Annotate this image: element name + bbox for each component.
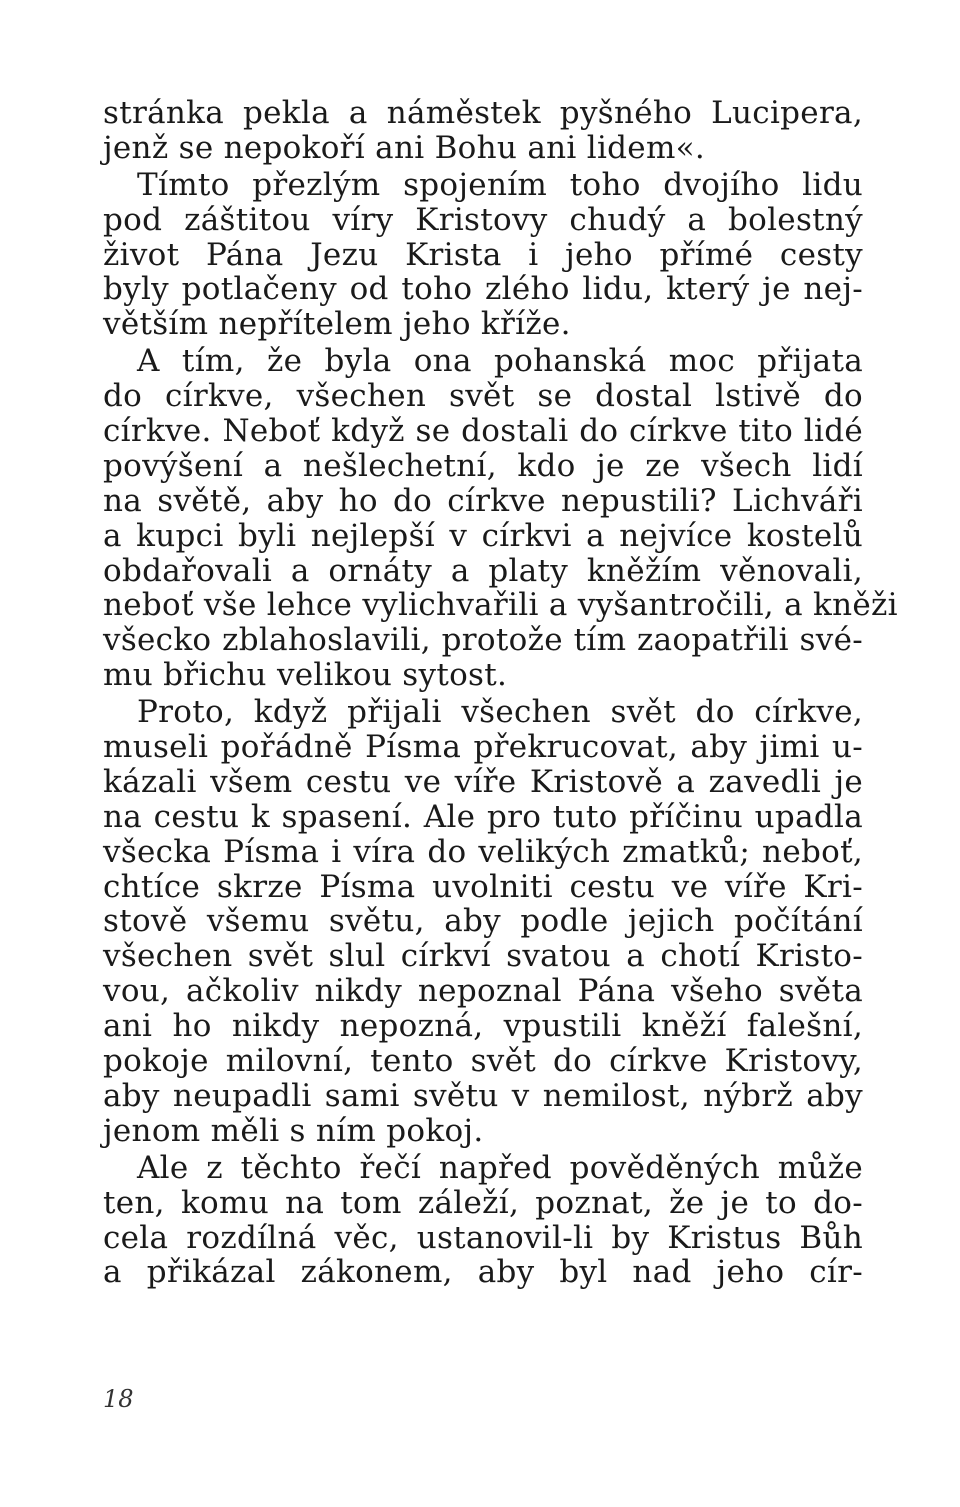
- text-line: pod záštitou víry Kristovy chudý a bolestný: [103, 201, 863, 238]
- text-line: do církve, všechen svět se dostal lstivě do: [103, 378, 863, 415]
- text-line: na cestu k spasení. Ale pro tuto příčinu upadla: [103, 798, 863, 835]
- text-line: vou, ačkoliv nikdy nepoznal Pána všeho světa: [103, 973, 863, 1010]
- text-line: církve. Neboť když se dostali do církve tito lidé: [103, 413, 863, 450]
- text-line: na světě, aby ho do církve nepustili? Lichváři: [103, 482, 863, 519]
- text-line: život Pána Jezu Krista i jeho přímé cesty: [103, 236, 863, 273]
- paragraph-1: [103, 96, 863, 166]
- text-line: Proto, když přijali všechen svět do církve,: [137, 694, 863, 731]
- text-line: stově všemu světu, aby podle jejich počítání: [103, 903, 863, 940]
- text-line: všechen svět slul církví svatou a chotí Kristo-: [103, 938, 863, 975]
- page-number: 18: [103, 1385, 134, 1413]
- text-line: byly potlačeny od toho zlého lidu, který je nej-: [103, 271, 863, 308]
- text-line: Tímto přezlým spojením toho dvojího lidu: [137, 166, 863, 203]
- text-line: ani ho nikdy nepozná, vpustili kněží falešní,: [103, 1008, 863, 1045]
- text-line: mu břichu velikou sytost.: [103, 657, 508, 694]
- paragraph-2: [103, 168, 863, 342]
- paragraph-3: [103, 343, 898, 694]
- text-line: chtíce skrze Písma uvolniti cestu ve víře Kri-: [103, 868, 863, 905]
- text-line: a kupci byli nejlepší v církvi a nejvíce kostelů: [103, 517, 863, 554]
- paragraph-4: [103, 695, 863, 1149]
- text-line: všecka Písma i víra do velikých zmatků; neboť,: [103, 833, 863, 870]
- text-line: větším nepřítelem jeho kříže.: [103, 306, 571, 343]
- paragraph-5: [103, 1151, 863, 1291]
- text-line: obdařovali a ornáty a platy kněžím věnovali,: [103, 552, 863, 589]
- text-line: jenž se nepokoří ani Bohu ani lidem«.: [103, 129, 706, 166]
- text-line: cela rozdílná věc, ustanovil-li by Kristus Bůh: [103, 1219, 863, 1256]
- text-line: stránka pekla a náměstek pyšného Lucipera,: [103, 95, 863, 131]
- text-line: A tím, že byla ona pohanská moc přijata: [137, 343, 863, 380]
- text-line: museli pořádně Písma překrucovat, aby jimi u-: [103, 729, 863, 766]
- text-line: ten, komu na tom záleží, poznat, že je to do-: [103, 1184, 863, 1221]
- text-line: povýšení a nešlechetní, kdo je ze všech lidí: [103, 447, 863, 484]
- text-line: Ale z těchto řečí napřed pověděných může: [137, 1149, 863, 1186]
- text-line: všecko zblahoslavili, protože tím zaopatřili své-: [103, 622, 863, 659]
- text-line: pokoje milovní, tento svět do církve Kristovy,: [103, 1043, 863, 1080]
- text-line: a přikázal zákonem, aby byl nad jeho cír-: [103, 1254, 863, 1291]
- text-line: kázali všem cestu ve víře Kristově a zavedli je: [103, 763, 863, 800]
- text-line: aby neupadli sami světu v nemilost, nýbrž aby: [103, 1077, 863, 1114]
- body-text: [103, 95, 898, 1291]
- text-line: jenom měli s ním pokoj.: [103, 1112, 484, 1149]
- text-line: neboť vše lehce vylichvařili a vyšantročili, a kněži: [103, 587, 898, 624]
